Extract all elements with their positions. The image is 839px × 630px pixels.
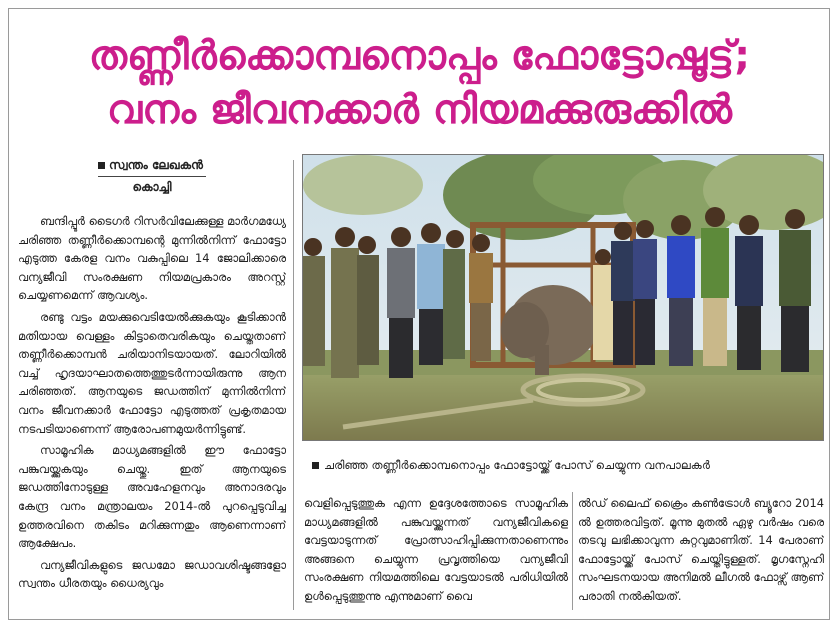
paragraph: സാമൂഹിക മാധ്യമങ്ങളിൽ ഈ ഫോട്ടോ പങ്കുവയ്ക്കുകയും ചെയ്തു. ഇത് ആനയുടെ ജഡത്തിനോടുള്ള അവഹേളനവും അനാദരവും കേന്ദ്ര വനം മന്ത്രാലയം 2014-ൽ പുറപ്പെടുവിച്ച ഉത്തരവിനെ തകിടം മറിക്കുന്നതും ആണെന്നാണ് ആക്ഷേപം. <box>18 443 286 551</box>
byline-author: സ്വന്തം ലേഖകൻ <box>98 158 206 177</box>
paragraph: ൽഡ് ലൈഫ് ക്രൈം കൺട്രോൾ ബ്യൂറോ 2014 ൽ ഉത്തരവിട്ടത്. മൂന്നു മുതൽ ഏഴു വർഷം വരെ തടവു ലഭിക്കാവുന്ന കുറ്റവുമാണിത്. 14 പേരാണ് ഫോട്ടോയ്ക്ക് പോസ് ചെയ്തിട്ടുള്ളത്. മൃഗസ്നേഹി സംഘടനയായ അനിമൽ ലീഗൽ ഫോഴ്സ് ആണ് പരാതി നൽകിയത്. <box>578 496 824 603</box>
article-column-3 <box>578 494 824 610</box>
photo-caption: ചരിഞ്ഞ തണ്ണീർക്കൊമ്പനൊപ്പം ഫോട്ടോയ്ക്ക് പോസ് ചെയ്യുന്ന വനപാലകർ <box>312 458 824 473</box>
headline-line-2: വനം ജീവനക്കാർ നിയമക്കുരുക്കിൽ <box>106 87 732 133</box>
news-photo <box>302 154 824 441</box>
article-column-2 <box>304 494 568 610</box>
headline-line-1: തണ്ണീർക്കൊമ്പനൊപ്പം ഫോട്ടോഷൂട്ട്; <box>88 33 751 79</box>
paragraph: ബന്ദിപ്പൂർ ടൈഗർ റിസർവിലേക്കുള്ള മാർഗമധ്യേ ചരിഞ്ഞ തണ്ണീർക്കൊമ്പന്റെ മുന്നിൽനിന്ന് ഫോട്ടോ എടുത്ത കേരള വനം വകുപ്പിലെ 14 ജോലിക്കാരെ വന്യജീവി സംരക്ഷണ നിയമപ്രകാരം അറസ്റ്റ് ചെയ്യണമെന്ന് ആവശ്യം. <box>18 214 286 303</box>
byline-place: കൊച്ചി <box>132 180 172 194</box>
column-divider <box>293 160 294 610</box>
paragraph: വെളിപ്പെടുത്തുക എന്ന ഉദ്ദേശത്തോടെ സാമൂഹിക മാധ്യമങ്ങളിൽ പങ്കുവയ്ക്കുന്നത് വന്യജീവികളെ വേട്ടയാടുന്നത് പ്രോത്സാഹിപ്പിക്കുന്നതാണെന്നും അങ്ങനെ ചെയ്യുന്ന പ്രവൃത്തിയെ വന്യജീവി സംരക്ഷണ നിയമത്തിലെ വേട്ടയാടൽ പരിധിയിൽ ഉൾപ്പെടുത്തുന്നു എന്നുമാണ് വൈ <box>304 496 568 603</box>
column-divider <box>572 492 573 610</box>
paragraph: രണ്ടു വട്ടം മയക്കുവെടിയേൽക്കുകയും കൂടിക്കാൻ മതിയായ വെള്ളം കിട്ടാതെവരികയും ചെയ്തതാണ് തണ്ണീർക്കൊമ്പൻ ചരിയാനിടയായത്. ലോറിയിൽ വച്ച് ഹൃദയാഘാതത്തെത്തുടർന്നായിരുന്നു ആന ചരിഞ്ഞത്. ആനയുടെ ജഡത്തിന് മുന്നിൽനിന്ന് വനം ജീവനക്കാർ ഫോട്ടോ എടുത്തത് പ്രകൃതമായ നടപടിയാണെന്ന് ആരോപണമുയർന്നിട്ടുണ്ട്. <box>18 309 286 436</box>
article-column-1 <box>18 212 286 610</box>
paragraph: വന്യജീവികളുടെ ജഡമോ ജഡാവശിഷ്ടങ്ങളോ സ്വന്തം ധീരതയും ധൈര്യവും <box>18 557 286 591</box>
photo-forest-officials-elephant <box>303 155 823 440</box>
